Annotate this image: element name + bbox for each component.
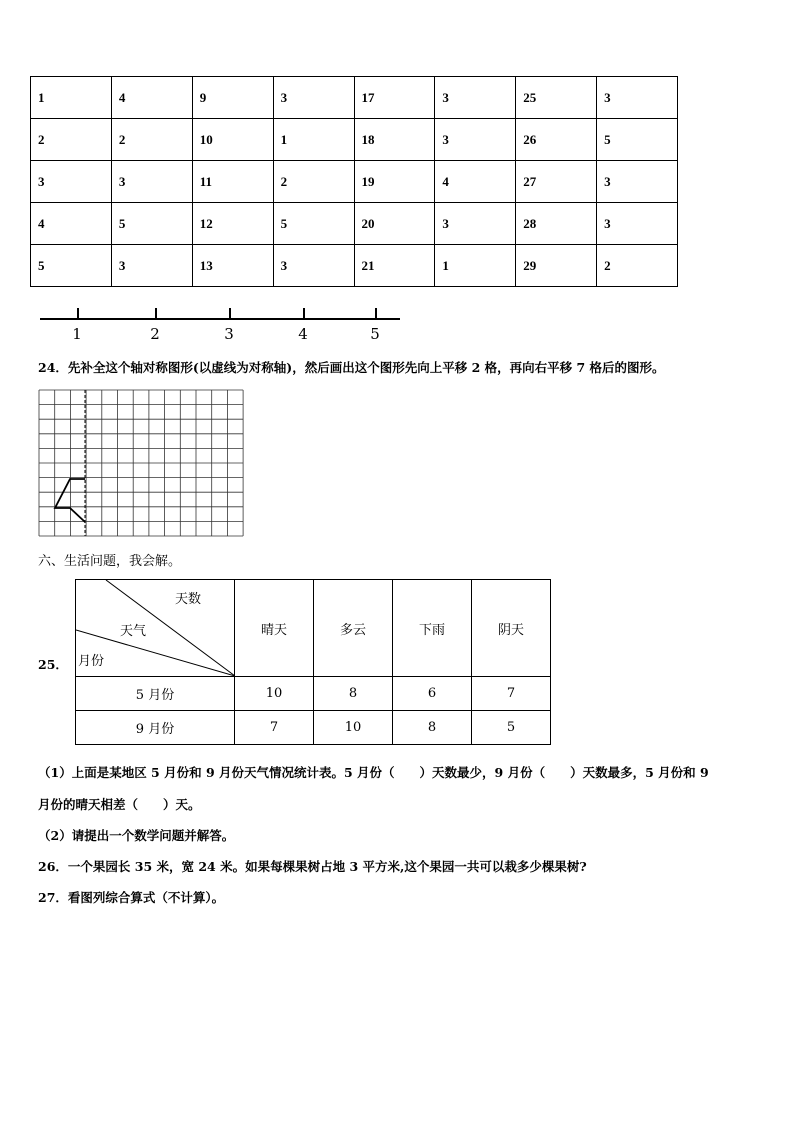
data-table-cell: 3 [273,245,354,287]
cell-value: 7 [472,677,551,711]
data-table-cell: 4 [111,77,192,119]
data-table-row [31,203,678,245]
data-table-cell: 11 [192,161,273,203]
data-table-cell: 5 [111,203,192,245]
number-line-label: 1 [72,325,82,343]
number-line-label: 5 [370,325,380,343]
data-table-cell: 5 [273,203,354,245]
data-table-cell: 3 [435,119,516,161]
data-table-cell: 1 [31,77,112,119]
diagonal-header-cell [76,580,235,677]
cell-value: 8 [314,677,393,711]
data-table-cell: 9 [192,77,273,119]
data-table-cell: 12 [192,203,273,245]
data-table-cell: 1 [435,245,516,287]
data-table-row [31,119,678,161]
number-line-label: 3 [224,325,234,343]
data-table-row [31,161,678,203]
question-25-number: 25． [38,657,68,672]
question-25-sub1-line2: 月份的晴天相差（ ）天。 [38,797,201,812]
row-label: 5 月份 [76,677,235,711]
question-27-text: 27．看图列综合算式（不计算）。 [38,890,225,905]
question-25-sub2: （2）请提出一个数学问题并解答。 [38,828,235,843]
data-table-cell: 19 [354,161,435,203]
weather-table [75,579,551,745]
cell-value: 7 [235,711,314,745]
data-table-cell: 1 [273,119,354,161]
grid-figure [38,389,244,539]
data-table-cell: 17 [354,77,435,119]
row-label: 9 月份 [76,711,235,745]
data-table-cell: 3 [597,77,678,119]
data-table-cell: 3 [597,161,678,203]
number-line-label: 2 [150,325,160,343]
data-table-cell: 4 [31,203,112,245]
data-table-cell: 2 [111,119,192,161]
data-table-cell: 5 [597,119,678,161]
data-table-cell: 27 [516,161,597,203]
data-table-row [31,77,678,119]
weather-row-may [76,677,551,711]
question-24-text: 24．先补全这个轴对称图形(以虚线为对称轴)，然后画出这个图形先向上平移 2 格，再向右平移 7 格后的图形。 [38,360,665,375]
cell-value: 10 [235,677,314,711]
data-table-cell: 26 [516,119,597,161]
data-table-cell: 2 [31,119,112,161]
section-6-title: 六、生活问题，我会解。 [38,554,182,569]
data-table-cell: 20 [354,203,435,245]
data-table-cell: 2 [597,245,678,287]
data-table-cell: 3 [597,203,678,245]
number-line [0,300,420,345]
weather-header-row [76,580,551,677]
cell-value: 6 [393,677,472,711]
data-table [30,76,678,287]
data-table-cell: 13 [192,245,273,287]
question-26-text: 26．一个果园长 35 米，宽 24 米。如果每棵果树占地 3 平方米,这个果园一共可以栽多少棵果树? [38,859,587,874]
question-25-sub1-line1: （1）上面是某地区 5 月份和 9 月份天气情况统计表。5 月份（ ）天数最少，9 月份（ ）天数最多，5 月份和 9 [38,765,709,780]
data-table-cell: 5 [31,245,112,287]
cell-value: 5 [472,711,551,745]
data-table-cell: 10 [192,119,273,161]
data-table-cell: 3 [31,161,112,203]
cell-value: 10 [314,711,393,745]
data-table-cell: 25 [516,77,597,119]
data-table-cell: 21 [354,245,435,287]
data-table-cell: 18 [354,119,435,161]
data-table-cell: 29 [516,245,597,287]
data-table-cell: 3 [435,77,516,119]
data-table-cell: 2 [273,161,354,203]
column-sunny: 晴天 [235,580,314,677]
column-overcast: 阴天 [472,580,551,677]
header-weather-label: 天气 [120,624,147,639]
number-line-label: 4 [298,325,308,343]
data-table-cell: 4 [435,161,516,203]
column-cloudy: 多云 [314,580,393,677]
data-table-row [31,245,678,287]
weather-row-september [76,711,551,745]
data-table-cell: 3 [435,203,516,245]
cell-value: 8 [393,711,472,745]
header-days-label: 天数 [175,592,202,607]
data-table-cell: 3 [111,245,192,287]
data-table-cell: 28 [516,203,597,245]
header-month-label: 月份 [78,654,105,669]
data-table-cell: 3 [111,161,192,203]
column-rainy: 下雨 [393,580,472,677]
data-table-cell: 3 [273,77,354,119]
